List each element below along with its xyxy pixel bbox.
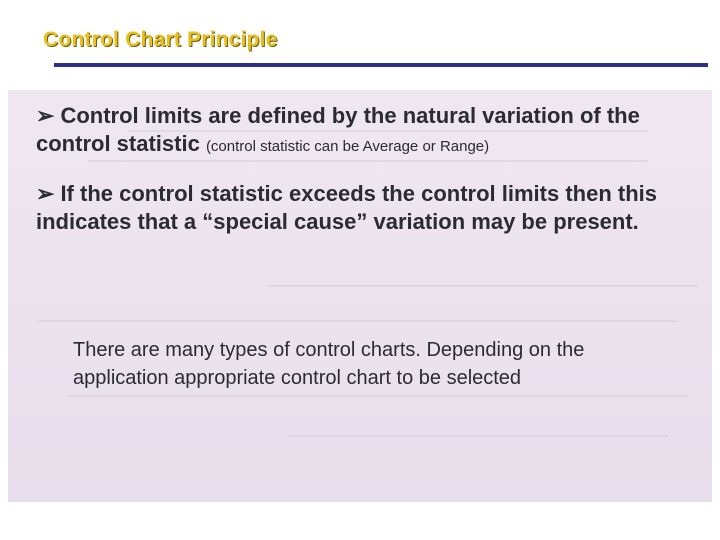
bullet-control-limits	[36, 102, 686, 161]
bleed-through-line	[288, 435, 668, 437]
arrow-bullet-icon: ➢	[36, 181, 55, 206]
bleed-through-line	[268, 285, 698, 287]
bullet-text: If the control statistic exceeds the control limits then this indicates that a “special cause” variation may be present.	[36, 181, 657, 234]
bullet-aside: (control statistic can be Average or Range)	[205, 138, 490, 155]
bullet-special-cause	[36, 180, 686, 236]
title-divider	[54, 63, 708, 67]
bleed-through-line	[68, 395, 688, 397]
arrow-bullet-icon: ➢	[36, 103, 55, 128]
slide-title: Control Chart Principle	[43, 28, 278, 51]
bleed-through-line	[38, 320, 678, 322]
control-chart-types-note: There are many types of control charts. Depending on the application appropriate control chart to be selected	[73, 339, 585, 389]
bullet-text: Control limits are defined by the natural variation of the control statistic	[36, 103, 640, 156]
scanned-page-image	[8, 90, 712, 502]
